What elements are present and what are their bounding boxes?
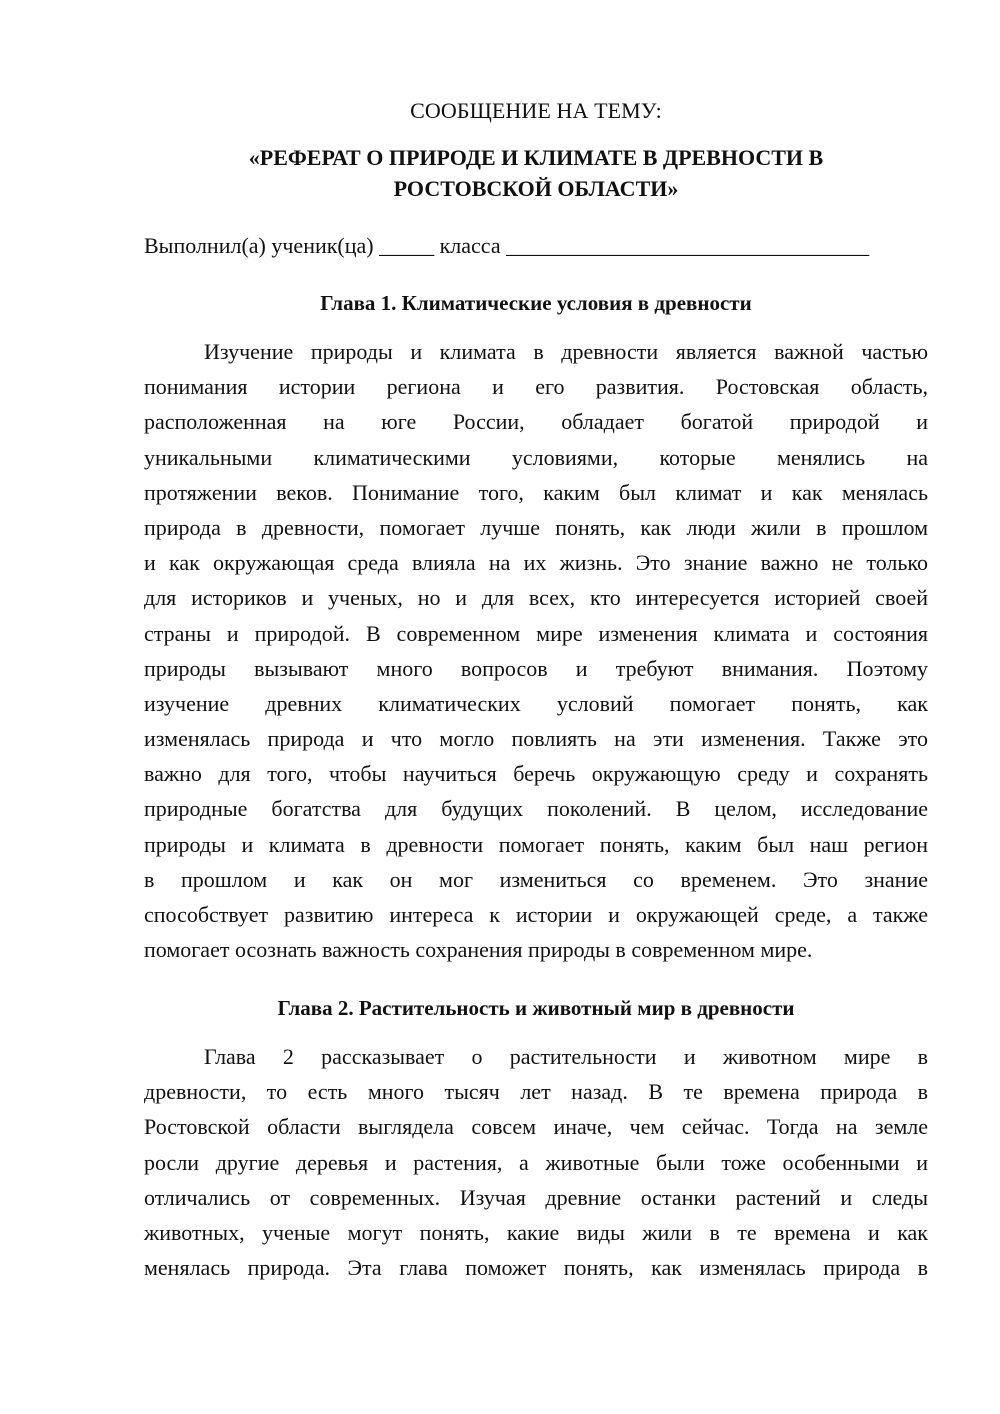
text-line: уникальными климатическими условиями, которые менялись на (144, 444, 928, 470)
text-line: понимания истории региона и его развития. Ростовская область, (144, 374, 928, 400)
text-line: страны и природой. В современном мире изменения климата и состояния (144, 620, 928, 646)
text-line: протяжении веков. Понимание того, каким был климат и как менялась (144, 479, 928, 505)
text-line: изменялась природа и что могло повлиять на эти изменения. Также это (144, 726, 928, 752)
document-subject: СООБЩЕНИЕ НА ТЕМУ: (410, 98, 662, 123)
text-line: природные богатства для будущих поколений. В целом, исследование (144, 796, 928, 822)
chapter-2-paragraph (144, 1039, 928, 1285)
text-line: природы и климата в древности помогает понять, каким был наш регион (144, 831, 928, 857)
text-line: и как окружающая среда влияла на их жизнь. Это знание важно не только (144, 550, 928, 576)
text-line: менялась природа. Эта глава поможет понять, как изменялась природа в (144, 1255, 928, 1281)
text-line: Глава 2 рассказывает о растительности и животном мире в (204, 1044, 928, 1069)
title-line: РОСТОВСКОЙ ОБЛАСТИ» (393, 176, 679, 201)
text-line: для историков и ученых, но и для всех, кто интересуется историей своей (144, 585, 928, 611)
text-line: древности, то есть много тысяч лет назад. В те времена природа в (144, 1079, 928, 1105)
text-line: природа в древности, помогает лучше понять, как люди жили в прошлом (144, 514, 928, 540)
text-line: отличались от современных. Изучая древние останки растений и следы (144, 1184, 928, 1210)
chapter-2-heading: Глава 2. Растительность и животный мир в древности (277, 996, 795, 1020)
text-line: в прошлом и как он мог измениться со временем. Это знание (144, 866, 928, 892)
title-line: «РЕФЕРАТ О ПРИРОДЕ И КЛИМАТЕ В ДРЕВНОСТИ В (248, 145, 824, 170)
chapter-1-heading: Глава 1. Климатические условия в древности (320, 291, 752, 315)
text-line: расположенная на юге России, обладает богатой природой и (144, 409, 928, 435)
text-line: животных, ученые могут понять, какие виды жили в те времена и как (144, 1219, 928, 1245)
text-line: важно для того, чтобы научиться беречь окружающую среду и сохранять (144, 761, 928, 787)
text-line: росли другие деревья и растения, а животные были тоже особенными и (144, 1149, 928, 1175)
text-line: помогает осознать важность сохранения природы в современном мире. (144, 937, 813, 963)
performed-by-line: Выполнил(а) ученик(ца) _____ класса _________________________________ (144, 233, 870, 258)
text-line: изучение древних климатических условий помогает понять, как (144, 690, 928, 716)
text-line: Изучение природы и климата в древности является важной частью (204, 339, 928, 364)
document-title (144, 142, 928, 204)
text-line: способствует развитию интереса к истории и окружающей среде, а также (144, 902, 928, 927)
text-line: Ростовской области выглядела совсем иначе, чем сейчас. Тогда на земле (144, 1114, 928, 1140)
chapter-1-paragraph (144, 334, 928, 967)
text-line: природы вызывают много вопросов и требуют внимания. Поэтому (144, 655, 928, 681)
